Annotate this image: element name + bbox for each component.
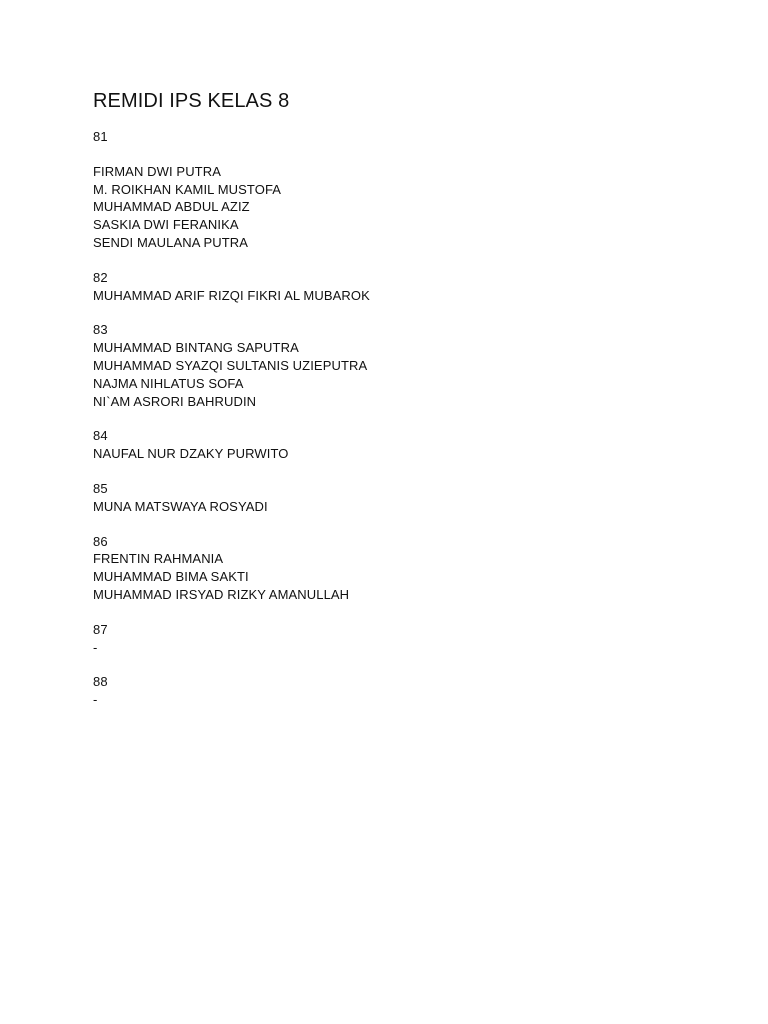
document-title: REMIDI IPS KELAS 8: [93, 90, 290, 112]
student-name: MUHAMMAD SYAZQI SULTANIS UZIEPUTRA: [93, 357, 368, 373]
student-name: MUHAMMAD BIMA SAKTI: [93, 569, 249, 585]
student-name: MUHAMMAD IRSYAD RIZKY AMANULLAH: [93, 586, 350, 602]
student-name: SASKIA DWI FERANIKA: [93, 217, 239, 233]
score-group-81: [93, 128, 693, 252]
score-group-86: [93, 533, 693, 604]
score-heading: 82: [93, 269, 108, 285]
student-name: MUNA MATSWAYA ROSYADI: [93, 498, 268, 514]
student-name: FIRMAN DWI PUTRA: [93, 163, 221, 179]
score-group-87: [93, 621, 693, 657]
score-heading: 84: [93, 428, 108, 444]
score-group-82: [93, 269, 693, 305]
score-group-83: [93, 321, 693, 410]
student-name: -: [93, 692, 98, 708]
score-heading: 87: [93, 621, 108, 637]
student-name: SENDI MAULANA PUTRA: [93, 234, 249, 250]
student-name: MUHAMMAD ABDUL AZIZ: [93, 199, 250, 215]
student-name: NAJMA NIHLATUS SOFA: [93, 375, 244, 391]
student-name: M. ROIKHAN KAMIL MUSTOFA: [93, 181, 282, 197]
student-name: MUHAMMAD BINTANG SAPUTRA: [93, 340, 299, 356]
student-name: MUHAMMAD ARIF RIZQI FIKRI AL MUBAROK: [93, 287, 370, 303]
score-heading: 88: [93, 674, 108, 690]
student-name: NAUFAL NUR DZAKY PURWITO: [93, 446, 289, 462]
score-heading: 81: [93, 129, 108, 144]
score-heading: 83: [93, 322, 108, 338]
score-heading: 85: [93, 480, 108, 496]
student-name: FRENTIN RAHMANIA: [93, 551, 224, 567]
student-name: NI`AM ASRORI BAHRUDIN: [93, 393, 257, 409]
score-group-84: [93, 427, 693, 463]
score-heading: 86: [93, 533, 108, 549]
score-group-85: [93, 480, 693, 516]
student-name: -: [93, 639, 98, 655]
score-group-88: [93, 673, 693, 709]
document-content: [93, 88, 693, 726]
